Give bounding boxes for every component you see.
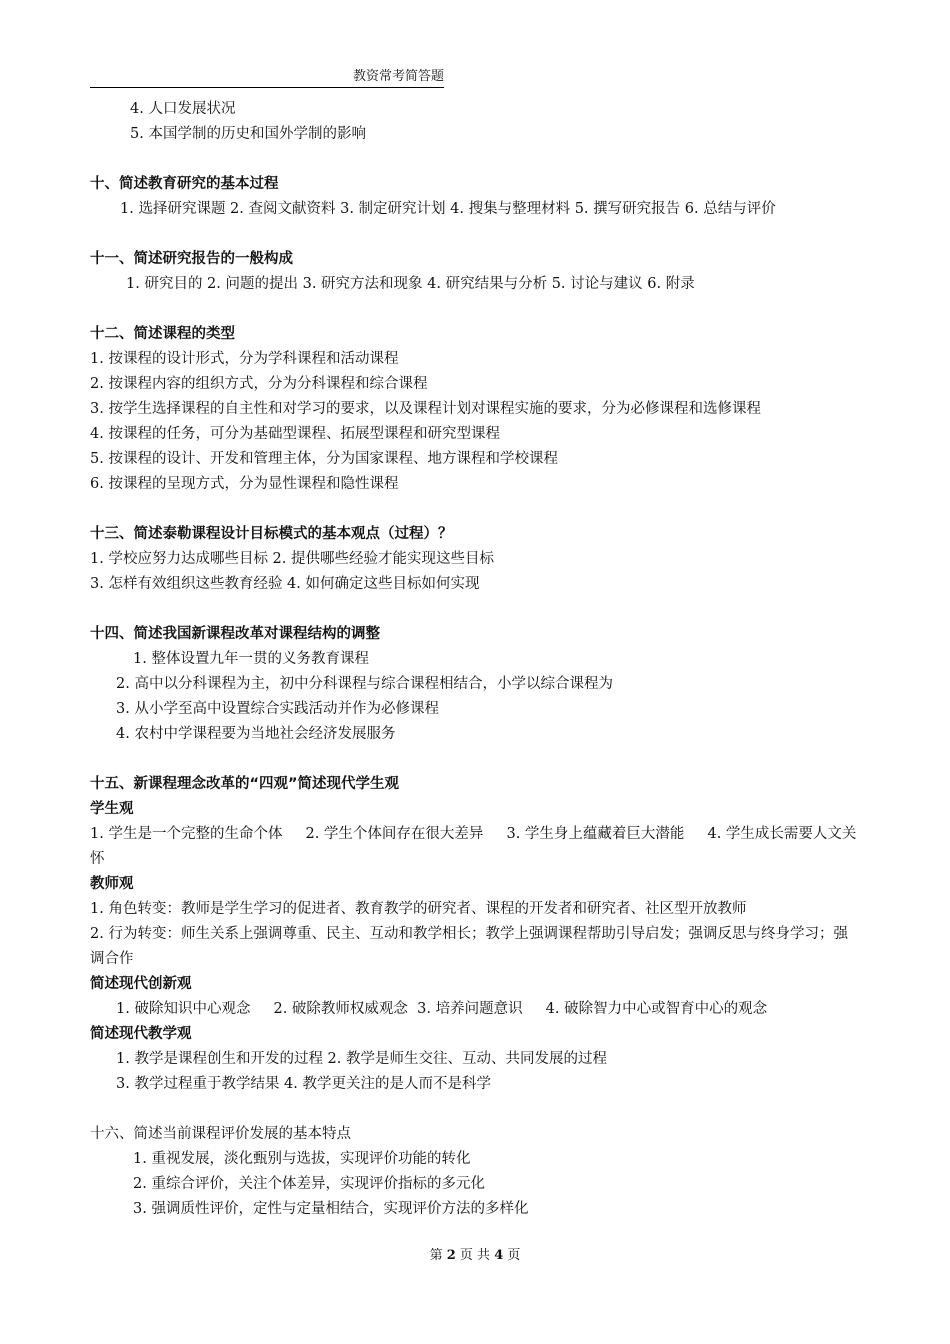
page-footer: [0, 1247, 950, 1265]
section-heading: 十一、简述研究报告的一般构成: [90, 251, 293, 267]
list-item: 4. 人口发展状况: [130, 101, 236, 117]
section-heading: 十二、简述课程的类型: [90, 326, 235, 342]
list-item: 1. 学校应努力达成哪些目标 2. 提供哪些经验才能实现这些目标: [90, 551, 494, 567]
list-item: 1. 选择研究课题 2. 查阅文献资料 3. 制定研究计划 4. 搜集与整理材料 5. 撰写研究报告 6. 总结与评价: [120, 201, 776, 217]
subheading-teaching: 简述现代教学观: [90, 1026, 192, 1042]
document-body: [90, 97, 862, 1222]
subheading-students: 学生观: [90, 801, 134, 817]
list-item: 1. 按课程的设计形式，分为学科课程和活动课程: [90, 351, 399, 367]
footer-total-pages: 4: [494, 1248, 504, 1263]
list-item: 4. 按课程的任务，可分为基础型课程、拓展型课程和研究型课程: [90, 426, 500, 442]
list-item: 1. 角色转变：教师是学生学习的促进者、教育教学的研究者、课程的开发者和研究者、社区型开放教师: [90, 901, 747, 917]
section-heading: 十三、简述泰勒课程设计目标模式的基本观点（过程）？: [90, 526, 453, 542]
list-item: 1. 破除知识中心观念 2. 破除教师权威观念 3. 培养问题意识 4. 破除智力中心或智育中心的观念: [116, 1001, 768, 1017]
list-item: 1. 学生是一个完整的生命个体 2. 学生个体间存在很大差异 3. 学生身上蕴藏着巨大潜能 4. 学生成长需要人文关怀: [90, 826, 857, 867]
list-item: 3. 教学过程重于教学结果 4. 教学更关注的是人而不是科学: [116, 1076, 491, 1092]
list-item: 1. 教学是课程创生和开发的过程 2. 教学是师生交往、互动、共同发展的过程: [116, 1051, 607, 1067]
list-item: 2. 行为转变：师生关系上强调尊重、民主、互动和教学相长；教学上强调课程帮助引导启发；强调反思与终身学习；强调合作: [90, 926, 848, 967]
list-item: 5. 按课程的设计、开发和管理主体，分为国家课程、地方课程和学校课程: [90, 451, 558, 467]
footer-mid: 页 共: [459, 1248, 491, 1263]
list-item: 3. 怎样有效组织这些教育经验 4. 如何确定这些目标如何实现: [90, 576, 480, 592]
list-item: 3. 从小学至高中设置综合实践活动并作为必修课程: [116, 701, 439, 717]
header-title: 教资常考简答题: [352, 69, 444, 84]
section-heading: 十五、新课程理念改革的“四观”简述现代学生观: [90, 776, 400, 792]
footer-page-number: 2: [446, 1248, 456, 1263]
list-item: 1. 重视发展，淡化甄别与选拔，实现评价功能的转化: [133, 1151, 471, 1167]
list-item: 2. 按课程内容的组织方式，分为分科课程和综合课程: [90, 376, 428, 392]
list-item: 6. 按课程的呈现方式，分为显性课程和隐性课程: [90, 476, 399, 492]
list-item: 2. 高中以分科课程为主，初中分科课程与综合课程相结合，小学以综合课程为: [116, 676, 613, 692]
footer-pre: 第: [429, 1248, 443, 1263]
list-item: 3. 按学生选择课程的自主性和对学习的要求，以及课程计划对课程实施的要求，分为必修课程和选修课程: [90, 401, 761, 417]
list-item: 5. 本国学制的历史和国外学制的影响: [130, 126, 366, 142]
list-item: 1. 整体设置九年一贯的义务教育课程: [133, 651, 369, 667]
list-item: 3. 强调质性评价，定性与定量相结合，实现评价方法的多样化: [133, 1201, 529, 1217]
section-heading: 十六、简述当前课程评价发展的基本特点: [90, 1126, 351, 1142]
subheading-teachers: 教师观: [90, 876, 134, 892]
list-item: 2. 重综合评价，关注个体差异，实现评价指标的多元化: [133, 1176, 485, 1192]
subheading-innovation: 简述现代创新观: [90, 976, 192, 992]
list-item: 1. 研究目的 2. 问题的提出 3. 研究方法和现象 4. 研究结果与分析 5. 讨论与建议 6. 附录: [126, 276, 695, 292]
section-heading: 十四、简述我国新课程改革对课程结构的调整: [90, 626, 380, 642]
section-heading: 十、简述教育研究的基本过程: [90, 176, 279, 192]
list-item: 4. 农村中学课程要为当地社会经济发展服务: [116, 726, 396, 742]
page-header: [90, 68, 444, 88]
footer-post: 页: [507, 1248, 521, 1263]
